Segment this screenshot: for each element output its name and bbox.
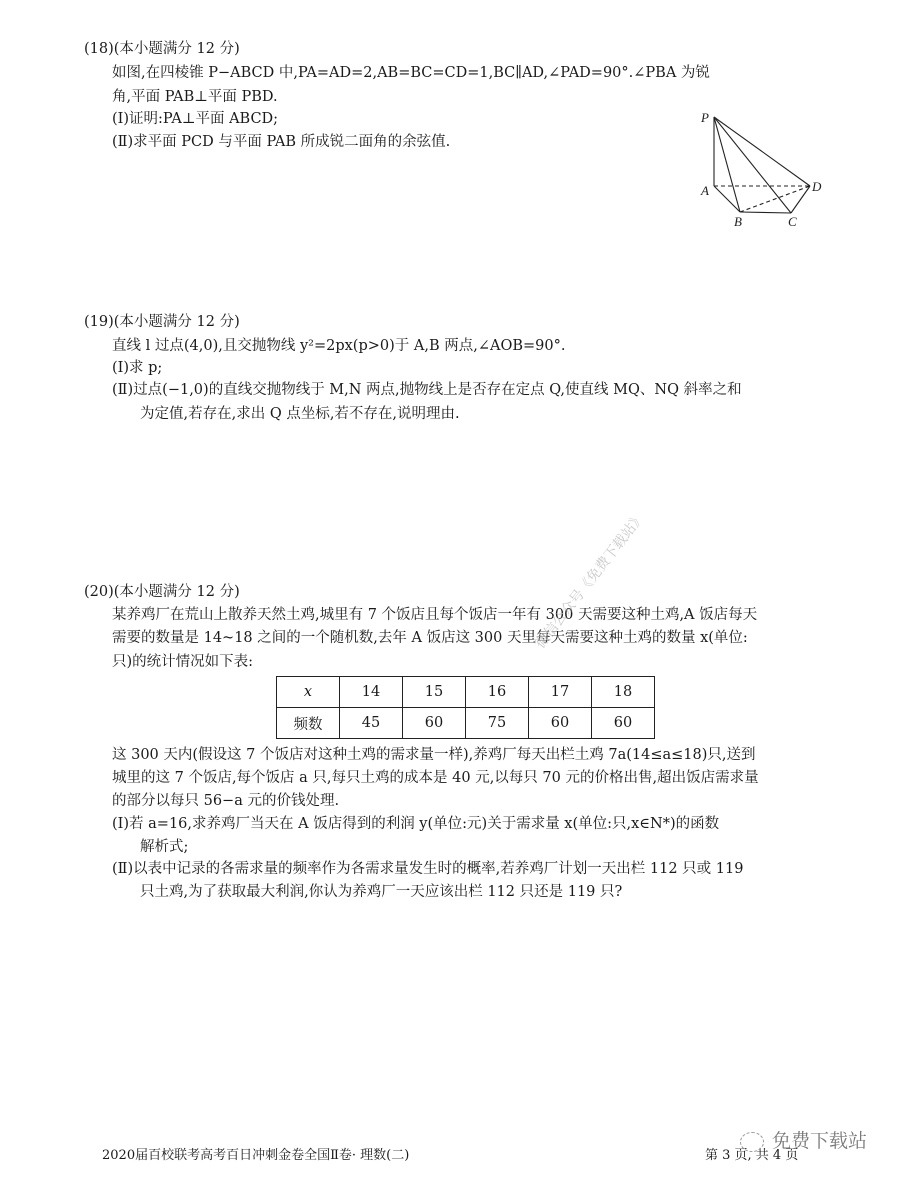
q20-line: 需要的数量是 14~18 之间的一个随机数,去年 A 饭店这 300 天里每天需要这种土鸡的数量 x(单位:	[112, 630, 748, 646]
label-c: C	[788, 214, 797, 229]
q20-part-1: (Ⅰ)若 a=16,求养鸡厂当天在 A 饭店得到的利润 y(单位:元)关于需求量 x(单位:只,x∈N*)的函数	[112, 816, 720, 832]
wechat-icon	[740, 1132, 764, 1152]
table-row	[277, 677, 655, 708]
q19-header: (19)(本小题满分 12 分)	[84, 314, 240, 330]
label-a: A	[701, 183, 709, 198]
q19-part-1: (Ⅰ)求 p;	[112, 360, 163, 376]
footer-title: 2020届百校联考高考百日冲刺金卷全国Ⅱ卷· 理数(二)	[102, 1148, 410, 1163]
frequency-table	[276, 676, 655, 739]
q20-header: (20)(本小题满分 12 分)	[84, 584, 240, 600]
q20-line: 某养鸡厂在荒山上散养天然土鸡,城里有 7 个饭店且每个饭店一年有 300 天需要这种土鸡,A 饭店每天	[112, 607, 758, 623]
q20-line: 只)的统计情况如下表:	[112, 654, 254, 670]
q18-part-1: (Ⅰ)证明:PA⊥平面 ABCD;	[112, 111, 279, 127]
q20-line: 的部分以每只 56−a 元的价钱处理.	[112, 793, 340, 809]
table-cell: 75	[466, 708, 529, 739]
table-header: x	[277, 677, 340, 708]
q20-line: 只土鸡,为了获取最大利润,你认为养鸡厂一天应该出栏 112 只还是 119 只?	[140, 884, 623, 900]
page-number: 第 3 页, 共 4 页	[705, 1148, 799, 1163]
q19-line: 直线 l 过点(4,0),且交抛物线 y²=2px(p>0)于 A,B 两点,∠AOB=90°.	[112, 338, 566, 354]
table-cell: 18	[592, 677, 655, 708]
label-p: P	[701, 110, 709, 125]
table-cell: 60	[403, 708, 466, 739]
q19-line: 为定值,若存在,求出 Q 点坐标,若不存在,说明理由.	[140, 406, 460, 422]
q19-part-2: (Ⅱ)过点(−1,0)的直线交抛物线于 M,N 两点,抛物线上是否存在定点 Q,使直线 MQ、NQ 斜率之和	[112, 382, 742, 398]
watermark: 微信公众号《免费下载站》	[532, 509, 649, 652]
table-cell: 14	[340, 677, 403, 708]
table-cell: 60	[529, 708, 592, 739]
label-b: B	[734, 214, 742, 229]
table-row	[277, 708, 655, 739]
logo-text: 免费下载站	[772, 1130, 868, 1152]
q18-line: 角,平面 PAB⊥平面 PBD.	[112, 89, 278, 105]
q18-line: 如图,在四棱锥 P−ABCD 中,PA=AD=2,AB=BC=CD=1,BC∥AD,∠PAD=90°.∠PBA 为锐	[112, 65, 710, 81]
table-cell: 45	[340, 708, 403, 739]
table-cell: 17	[529, 677, 592, 708]
table-cell: 16	[466, 677, 529, 708]
q20-line: 解析式;	[140, 839, 189, 855]
q18-part-2: (Ⅱ)求平面 PCD 与平面 PAB 所成锐二面角的余弦值.	[112, 134, 451, 150]
table-header: 频数	[277, 708, 340, 739]
table-cell: 15	[403, 677, 466, 708]
site-logo	[740, 1126, 867, 1153]
q20-line: 城里的这 7 个饭店,每个饭店 a 只,每只土鸡的成本是 40 元,以每只 70 元的价格出售,超出饭店需求量	[112, 770, 759, 786]
label-d: D	[812, 179, 822, 194]
pyramid-figure	[690, 105, 830, 230]
q20-line: 这 300 天内(假设这 7 个饭店对这种土鸡的需求量一样),养鸡厂每天出栏土鸡 7a(14≤a≤18)只,送到	[112, 747, 756, 763]
q20-part-2: (Ⅱ)以表中记录的各需求量的频率作为各需求量发生时的概率,若养鸡厂计划一天出栏 112 只或 119	[112, 861, 744, 877]
q18-header: (18)(本小题满分 12 分)	[84, 41, 240, 57]
table-cell: 60	[592, 708, 655, 739]
